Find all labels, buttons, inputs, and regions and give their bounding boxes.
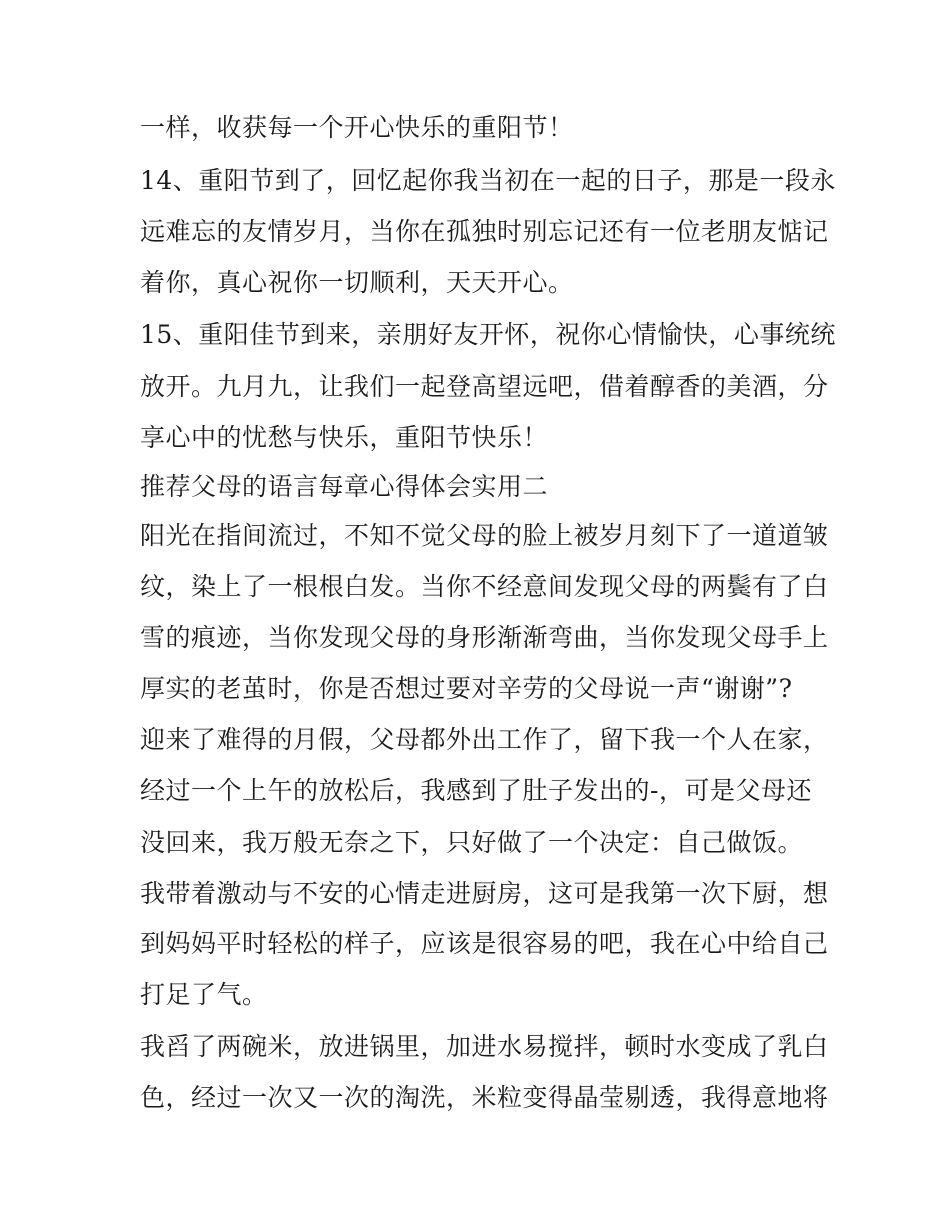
text-line: 我舀了两碗米，放进锅里，加进水易搅拌，顿时水变成了乳白 [140, 1032, 829, 1061]
text-line: 14、重阳节到了，回忆起你我当初在一起的日子，那是一段永 [140, 166, 836, 195]
text-line: 雪的痕迹，当你发现父母的身形渐渐弯曲，当你发现父母手上 [140, 623, 829, 652]
text-line: 没回来，我万般无奈之下，只好做了一个决定：自己做饭。 [140, 828, 804, 857]
text-line: 到妈妈平时轻松的样子，应该是很容易的吧，我在心中给自己 [140, 929, 829, 958]
text-line: 阳光在指间流过，不知不觉父母的脸上被岁月刻下了一道道皱 [140, 521, 829, 550]
text-line: 一样，收获每一个开心快乐的重阳节！ [140, 113, 574, 142]
text-line: 经过一个上午的放松后，我感到了肚子发出的-，可是父母还 [140, 776, 812, 805]
text-line: 放开。九月九，让我们一起登高望远吧，借着醇香的美酒，分 [140, 372, 829, 401]
text-line: 15、重阳佳节到来，亲朋好友开怀，祝你心情愉快，心事统统 [140, 320, 836, 349]
text-line: 着你，真心祝你一切顺利，天天开心。 [140, 268, 574, 297]
section-heading: 推荐父母的语言每章心得体会实用二 [140, 472, 549, 501]
text-line: 色，经过一次又一次的淘洗，米粒变得晶莹剔透，我得意地将 [140, 1083, 829, 1112]
text-line: 我带着激动与不安的心情走进厨房，这可是我第一次下厨，想 [140, 879, 829, 908]
text-line: 迎来了难得的月假，父母都外出工作了，留下我一个人在家， [140, 725, 829, 754]
text-line: 远难忘的友情岁月，当你在孤独时别忘记还有一位老朋友惦记 [140, 217, 829, 246]
text-line: 享心中的忧愁与快乐，重阳节快乐！ [140, 423, 549, 452]
text-line: 打足了气。 [140, 980, 268, 1009]
text-line: 纹，染上了一根根白发。当你不经意间发现父母的两鬓有了白 [140, 572, 829, 601]
text-line: 厚实的老茧时，你是否想过要对辛劳的父母说一声“谢谢”? [140, 674, 793, 703]
